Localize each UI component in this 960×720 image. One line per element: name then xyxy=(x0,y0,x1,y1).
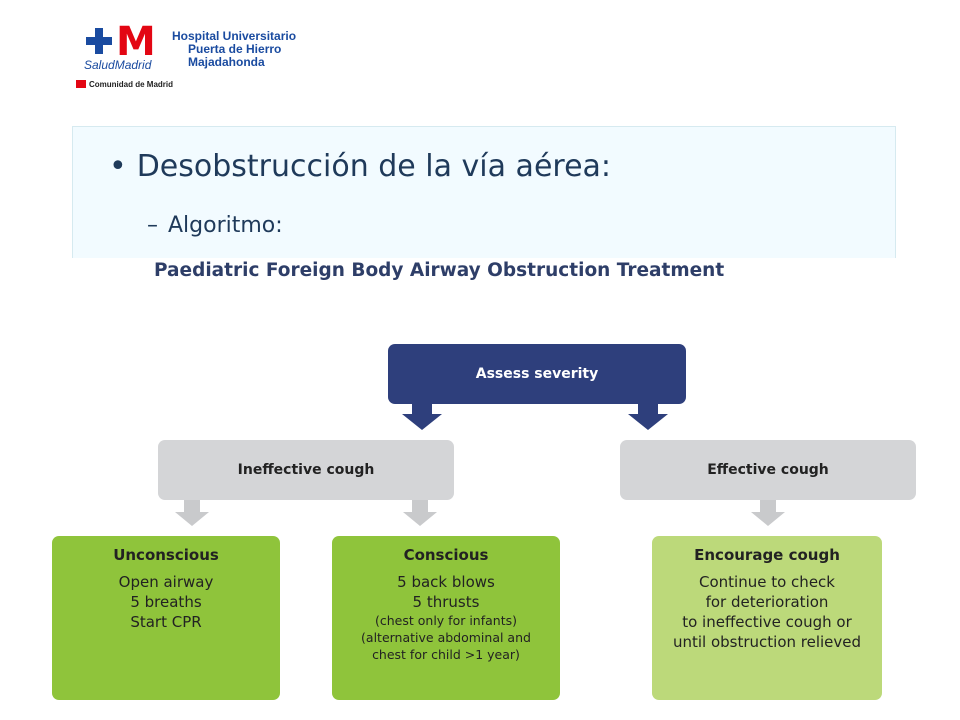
main-bullet: • Desobstrucción de la vía aérea: xyxy=(109,149,612,184)
madrid-m-logo: M xyxy=(116,19,154,65)
diagram-title: Paediatric Foreign Body Airway Obstruction Treatment xyxy=(154,260,725,281)
unconscious-box: Unconscious Open airway 5 breaths Start CPR xyxy=(52,536,280,700)
sub-bullet: – Algoritmo: xyxy=(147,213,283,238)
ineffective-cough-box: Ineffective cough xyxy=(158,440,454,500)
dash-icon: – xyxy=(147,213,158,238)
salud-madrid-label: SaludMadrid xyxy=(84,58,152,72)
bullet-icon: • xyxy=(109,149,127,184)
comunidad-label: Comunidad de Madrid xyxy=(76,80,173,89)
arrow-to-encourage xyxy=(751,497,785,526)
assess-severity-box: Assess severity xyxy=(388,344,686,404)
arrow-to-conscious xyxy=(403,497,437,526)
encourage-cough-box: Encourage cough Continue to check for deterioration to ineffective cough or until obstruction relieved xyxy=(652,536,882,700)
effective-cough-box: Effective cough xyxy=(620,440,916,500)
hospital-name: Hospital Universitario Puerta de Hierro Majadahonda xyxy=(172,29,297,69)
arrow-to-unconscious xyxy=(175,497,209,526)
conscious-box: Conscious 5 back blows 5 thrusts (chest only for infants) (alternative abdominal and chest for child >1 year) xyxy=(332,536,560,700)
